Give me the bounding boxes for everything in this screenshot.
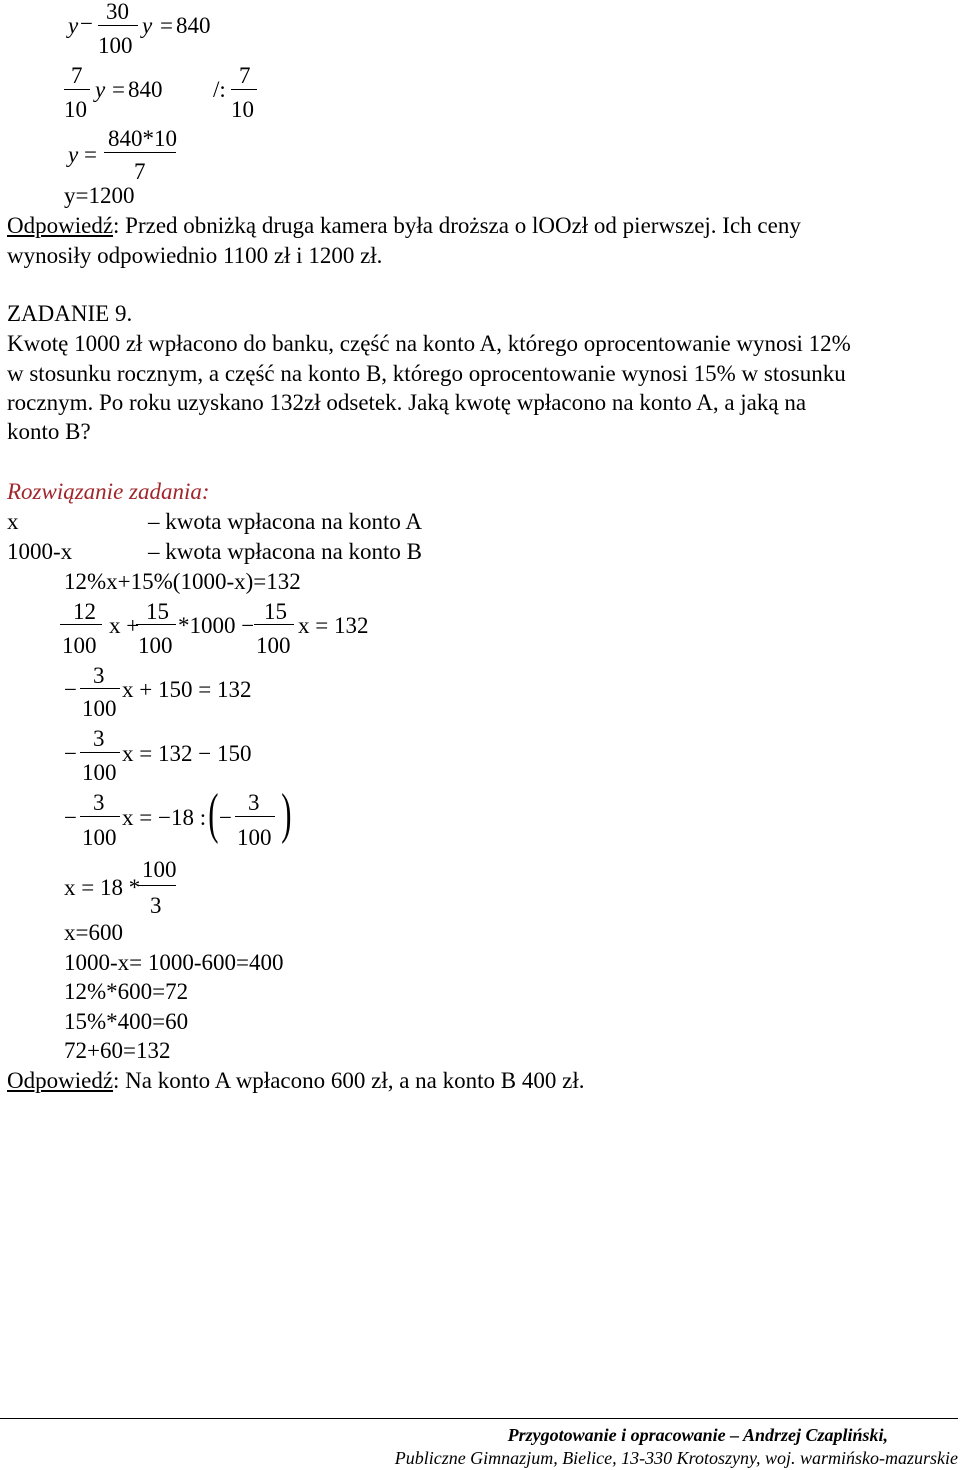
- definition-var: x: [7, 509, 19, 534]
- minus-sign: −: [219, 805, 232, 830]
- var-y: y: [142, 13, 153, 38]
- fraction-numerator: 3: [248, 790, 260, 815]
- fraction-bar: [136, 624, 176, 625]
- term: x +: [109, 613, 140, 638]
- equals-sign: =: [112, 77, 125, 102]
- fraction-denominator: 3: [150, 893, 162, 918]
- fraction-numerator: 100: [142, 857, 177, 882]
- result-line: y=1200: [64, 183, 135, 208]
- answer-paragraph: [7, 214, 801, 237]
- minus-sign: −: [80, 11, 93, 36]
- fraction-bar: [60, 624, 102, 625]
- answer-label: Odpowiedź: [7, 213, 114, 238]
- rhs-value: 840: [176, 13, 211, 38]
- fraction-bar: [231, 89, 257, 90]
- answer-label: Odpowiedź: [7, 1068, 114, 1093]
- fraction-numerator: 7: [71, 63, 83, 88]
- fraction-numerator: 3: [93, 790, 105, 815]
- solution-step: 72+60=132: [64, 1038, 171, 1063]
- fraction-denominator: 7: [134, 159, 146, 184]
- task-line: Kwotę 1000 zł wpłacono do banku, część na konto A, którego oprocentowanie wynosi 12%: [7, 331, 851, 356]
- fraction-numerator: 3: [93, 663, 105, 688]
- term: x = −18 :: [122, 805, 207, 830]
- fraction-numerator: 840*10: [108, 126, 177, 151]
- solution-heading: Rozwiązanie zadania:: [7, 479, 210, 504]
- fraction-bar: [98, 25, 138, 26]
- footer-author: Przygotowanie i opracowanie – Andrzej Czapliński,: [507, 1425, 888, 1445]
- term: x + 150 = 132: [122, 677, 252, 702]
- fraction-numerator: 12: [73, 599, 96, 624]
- var-y: y: [95, 77, 106, 102]
- fraction-bar: [80, 752, 120, 753]
- divide-operator: /:: [213, 77, 226, 102]
- fraction-denominator: 10: [64, 97, 87, 122]
- fraction-numerator: 15: [146, 599, 169, 624]
- var-y: y: [68, 142, 79, 167]
- fraction-denominator: 100: [82, 825, 117, 850]
- equals-sign: =: [160, 13, 173, 38]
- fraction-bar: [254, 624, 294, 625]
- term: x = 18 *: [64, 875, 141, 900]
- fraction-denominator: 100: [82, 696, 117, 721]
- fraction-bar: [235, 816, 275, 817]
- fraction-bar: [80, 816, 120, 817]
- task-line: rocznym. Po roku uzyskano 132zł odsetek. Jaką kwotę wpłacono na konto A, a jaką na: [7, 390, 807, 415]
- term: *1000 −: [178, 613, 255, 638]
- answer-text-line-2: wynosiły odpowiednio 1100 zł i 1200 zł.: [7, 243, 383, 268]
- fraction-numerator: 7: [239, 63, 251, 88]
- footer-school: Publiczne Gimnazjum, Bielice, 13-330 Krotoszyny, woj. warmińsko-mazurskie: [394, 1448, 958, 1468]
- definition-var: 1000-x: [7, 539, 73, 564]
- solution-step: 12%*600=72: [64, 979, 189, 1004]
- task-line: konto B?: [7, 419, 91, 444]
- right-paren: ): [281, 783, 292, 845]
- solution-step: 15%*400=60: [64, 1009, 189, 1034]
- var-y: y: [68, 13, 79, 38]
- term: x = 132: [298, 613, 369, 638]
- fraction-bar: [80, 688, 120, 689]
- equation-start: 12%x+15%(1000-x)=132: [64, 569, 301, 594]
- task-line: w stosunku rocznym, a część na konto B, którego oprocentowanie wynosi 15% w stosunku: [7, 361, 846, 386]
- fraction-denominator: 100: [82, 760, 117, 785]
- fraction-denominator: 10: [231, 97, 254, 122]
- minus-sign: −: [64, 741, 77, 766]
- fraction-bar: [138, 885, 176, 886]
- fraction-denominator: 100: [98, 33, 133, 58]
- equals-sign: =: [84, 142, 97, 167]
- footer-divider: [0, 1418, 958, 1419]
- task-title: ZADANIE 9.: [7, 301, 133, 326]
- definition-desc: – kwota wpłacona na konto B: [148, 539, 423, 564]
- solution-step: 1000-x= 1000-600=400: [64, 950, 284, 975]
- answer-text: : Przed obniżką druga kamera była droższa o lOOzł od pierwszej. Ich ceny: [113, 213, 801, 238]
- fraction-numerator: 3: [93, 726, 105, 751]
- fraction-numerator: 15: [264, 599, 287, 624]
- minus-sign: −: [64, 677, 77, 702]
- fraction-bar: [64, 89, 90, 90]
- fraction-numerator: 30: [106, 0, 129, 24]
- answer-text: : Na konto A wpłacono 600 zł, a na konto B 400 zł.: [113, 1068, 585, 1093]
- fraction-denominator: 100: [256, 633, 291, 658]
- definition-desc: – kwota wpłacona na konto A: [148, 509, 423, 534]
- answer-paragraph: [7, 1069, 584, 1092]
- fraction-denominator: 100: [237, 825, 272, 850]
- solution-step: x=600: [64, 920, 123, 945]
- fraction-denominator: 100: [62, 633, 97, 658]
- minus-sign: −: [64, 805, 77, 830]
- term: x = 132 − 150: [122, 741, 252, 766]
- fraction-denominator: 100: [138, 633, 173, 658]
- left-paren: (: [208, 783, 219, 845]
- rhs-value: 840: [128, 77, 163, 102]
- fraction-bar: [104, 152, 176, 153]
